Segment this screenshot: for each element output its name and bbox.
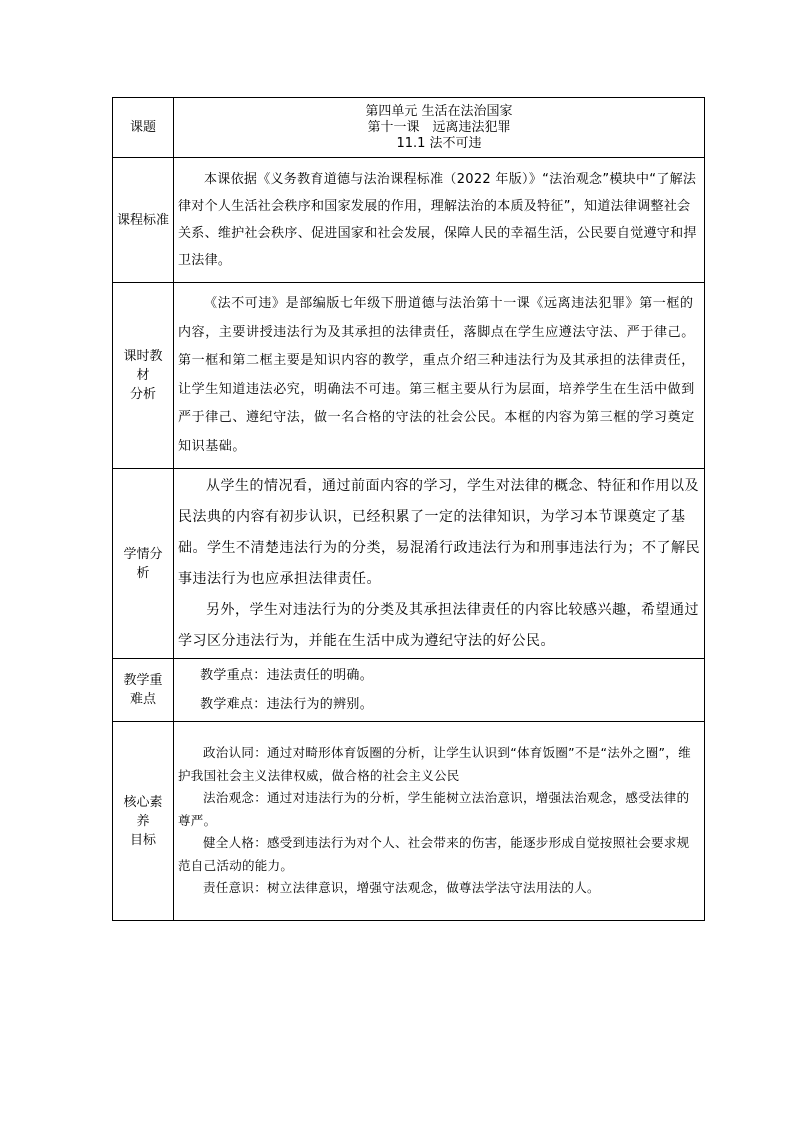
teaching-focus: 教学重点：违法责任的明确。 bbox=[200, 668, 373, 683]
row-curriculum-standard bbox=[113, 158, 705, 283]
unit-title: 第四单元 生活在法治国家 bbox=[365, 103, 513, 119]
label-curriculum-standard bbox=[113, 158, 174, 283]
content-textbook-analysis bbox=[174, 283, 705, 469]
label-line: 材 bbox=[136, 368, 150, 383]
section-title: 11.1 法不可违 bbox=[396, 135, 482, 151]
paragraph: 《法不可违》是部编版七年级下册道德与法治第十一课《远离违法犯罪》第一框的内容，主要讲授违法行为及其承担的法律责任，落脚点在学生应遵法守法、严于律己。第一框和第二框主要是知识内容的教学，重点介绍三种违法行为及其承担的法律责任，让学生知道违法必究，明确法不可违。第三框主要从行为层面，培养学生在生活中做到严于律己、遵纪守法，做一名合格的守法的社会公民。本框的内容为第三框的学习奠定知识基础。 bbox=[178, 296, 695, 454]
content-lesson-topic bbox=[174, 98, 705, 158]
paragraph: 另外，学生对违法行为的分类及其承担法律责任的内容比较感兴趣，希望通过学习区分违法行为，并能在生活中成为遵纪守法的好公民。 bbox=[178, 601, 699, 649]
paragraph: 本课依据《义务教育道德与法治课程标准（2022 年版）》“法治观念”模块中“了解法律对个人生活社会秩序和国家发展的作用，理解法治的本质及特征”，知道法律调整社会关系、维护社会秩序、促进国家和社会发展，保障人民的幸福生活，公民要自觉遵守和捍卫法律。 bbox=[178, 172, 697, 268]
row-lesson-topic bbox=[113, 98, 705, 158]
row-student-analysis bbox=[113, 469, 705, 659]
label-text: 课题 bbox=[129, 120, 156, 135]
label-line: 目标 bbox=[129, 832, 156, 848]
lesson-plan-table bbox=[112, 97, 705, 921]
label-line: 核心素 bbox=[123, 794, 163, 810]
label-line: 析 bbox=[136, 565, 150, 581]
label-line: 养 bbox=[136, 813, 150, 829]
label-line: 课时教 bbox=[123, 349, 163, 364]
goal-political-identity: 政治认同：通过对畸形体育饭圈的分析，让学生认识到“体育饭圈”不是“法外之圈”，维护我国社会主义法律权威，做合格的社会主义公民 bbox=[178, 745, 691, 783]
goal-sound-personality: 健全人格：感受到违法行为对个人、社会带来的伤害，能逐步形成自觉按照社会要求规范自己活动的能力。 bbox=[178, 835, 690, 873]
content-student-analysis bbox=[174, 469, 705, 659]
label-key-difficult-points bbox=[113, 659, 174, 722]
goal-responsibility: 责任意识：树立法律意识，增强守法观念，做尊法学法守法用法的人。 bbox=[203, 880, 600, 896]
label-line: 分析 bbox=[129, 387, 156, 402]
label-lesson-topic bbox=[113, 98, 174, 158]
lesson-title: 第十一课 远离违法犯罪 bbox=[367, 119, 511, 135]
label-text: 课程标准 bbox=[116, 212, 169, 228]
content-core-competency-goals bbox=[174, 722, 705, 921]
label-textbook-analysis bbox=[113, 283, 174, 469]
label-line: 教学重 bbox=[123, 673, 163, 688]
row-core-competency-goals bbox=[113, 722, 705, 921]
teaching-difficulty: 教学难点：违法行为的辨别。 bbox=[200, 697, 373, 712]
content-curriculum-standard bbox=[174, 158, 705, 283]
paragraph: 从学生的情况看，通过前面内容的学习，学生对法律的概念、特征和作用以及民法典的内容有初步认识，已经积累了一定的法律知识，为学习本节课奠定了基础。学生不清楚违法行为的分类，易混淆行政违法行为和刑事违法行为；不了解民事违法行为也应承担法律责任。 bbox=[178, 477, 700, 587]
label-line: 学情分 bbox=[123, 546, 163, 562]
content-key-difficult-points bbox=[174, 659, 705, 722]
row-key-difficult-points bbox=[113, 659, 705, 722]
goal-rule-of-law: 法治观念：通过对违法行为的分析，学生能树立法治意识，增强法治观念，感受法律的尊严。 bbox=[178, 790, 690, 828]
label-line: 难点 bbox=[129, 692, 156, 707]
label-student-analysis bbox=[113, 469, 174, 659]
row-textbook-analysis bbox=[113, 283, 705, 469]
label-core-competency-goals bbox=[113, 722, 174, 921]
